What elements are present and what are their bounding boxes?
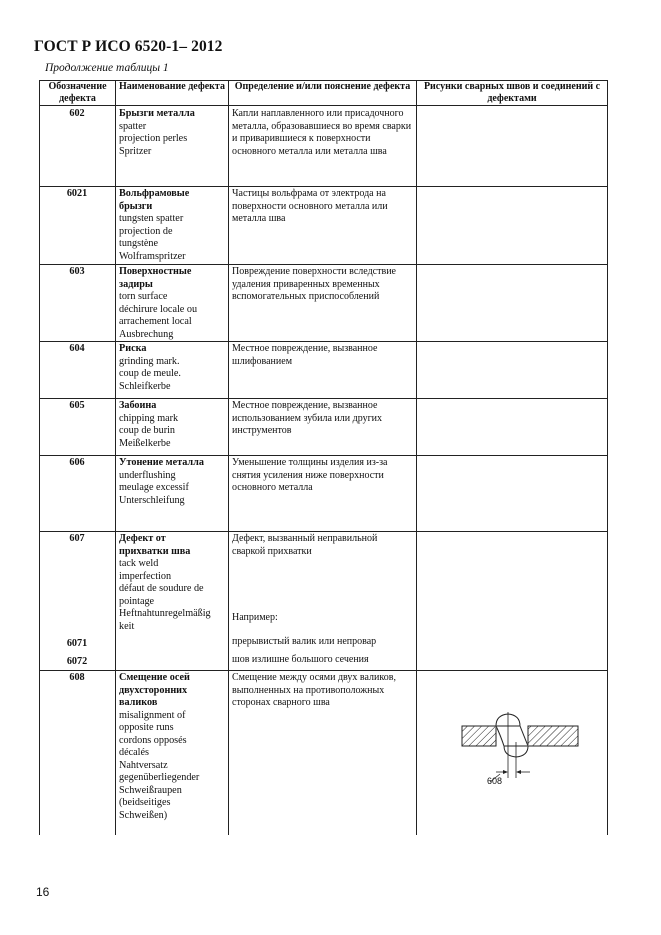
defect-name-de-cont: Schweißen) xyxy=(119,809,168,821)
defect-name-en-cont: opposite runs xyxy=(119,722,174,733)
defect-name-de-cont: gegenüberliegender xyxy=(119,772,200,783)
header-code: Обозначение дефекта xyxy=(48,81,107,104)
figure-label: 608 xyxy=(487,776,503,786)
defect-name-fr: meulage excessif xyxy=(119,482,189,493)
defect-name-fr: projection de tungstène xyxy=(119,225,173,249)
defect-name-ru: Брызги металла xyxy=(119,108,195,119)
page-number: 16 xyxy=(36,885,50,899)
defect-name-de-cont: (beidseitiges xyxy=(119,797,171,808)
defect-name-de: Meißelkerbe xyxy=(119,437,171,449)
defect-name-de: Spritzer xyxy=(119,145,152,157)
defect-name-ru: Утонение металла xyxy=(119,457,204,468)
defect-name-fr: coup de meule. xyxy=(119,368,181,379)
defect-name-de: Heftnahtunregelmäßig keit xyxy=(119,608,211,632)
defect-definition: Повреждение поверхности вследствие удаления приваренных временных вспомогательных приспособлений xyxy=(232,266,396,303)
defect-name-fr: coup de burin xyxy=(119,425,176,436)
example-label: Например: xyxy=(232,612,278,623)
defect-name-en-cont: imperfection xyxy=(119,570,172,582)
defect-definition: Частицы вольфрама от электрода на поверхности основного металла или металла шва xyxy=(232,188,388,225)
defect-name-ru: Риска xyxy=(119,343,147,354)
defect-name-ru: Дефект от прихватки шва xyxy=(119,533,191,557)
defect-name-ru: Забоина xyxy=(119,400,157,411)
header-figures: Рисунки сварных швов и соединений с дефектами xyxy=(423,81,601,104)
defect-name-de: Nahtversatz xyxy=(119,759,168,771)
defect-name-fr: projection perles xyxy=(119,133,188,144)
defect-code: 604 xyxy=(69,343,85,354)
weld-misalignment-figure xyxy=(460,712,580,792)
defect-name xyxy=(119,188,227,263)
row-divider xyxy=(39,670,607,671)
defect-code: 606 xyxy=(69,457,85,468)
row-divider xyxy=(39,186,607,187)
defect-name-de-cont: Schweißraupen xyxy=(119,784,182,796)
subdefect-definition: шов излишне большого сечения xyxy=(232,654,369,665)
defect-code: 603 xyxy=(69,266,85,277)
defect-name-de: Schleifkerbe xyxy=(119,380,171,392)
row-divider xyxy=(39,341,607,342)
subdefect-code: 6071 xyxy=(66,638,88,649)
row-divider xyxy=(39,398,607,399)
defect-name-fr-cont: décalés xyxy=(119,747,149,758)
defect-name-en: tack weld xyxy=(119,558,159,569)
row-divider xyxy=(39,455,607,456)
header-name: Наименование дефекта xyxy=(119,81,225,92)
defect-definition: Смещение между осями двух валиков, выполненных на противоположных сторонах сварного шва xyxy=(232,672,396,709)
table-caption: Продолжение таблицы 1 xyxy=(45,62,169,74)
column-divider xyxy=(416,80,417,835)
defect-name-ru: Вольфрамовые брызги xyxy=(119,188,190,212)
defect-name-en: underflushing xyxy=(119,469,176,481)
column-divider xyxy=(115,80,116,835)
defect-name-fr: défaut de soudure de pointage xyxy=(119,583,204,607)
defect-name xyxy=(119,400,227,450)
defect-name xyxy=(119,108,227,158)
document-title: ГОСТ Р ИСО 6520-1– 2012 xyxy=(34,38,223,55)
defect-code: 605 xyxy=(69,400,85,411)
header-divider xyxy=(39,105,607,106)
defect-code: 607 xyxy=(69,533,85,544)
defect-name-fr: déchirure locale ou arrachement local xyxy=(119,303,198,327)
defect-code: 602 xyxy=(69,108,85,119)
defect-code: 608 xyxy=(69,672,85,683)
defect-code: 6021 xyxy=(66,188,88,199)
defect-definition: Местное повреждение, вызванное шлифованием xyxy=(232,343,378,367)
defect-name-en: misalignment of xyxy=(119,709,186,721)
defect-name-de: Ausbrechung xyxy=(119,328,174,340)
defect-name-en: tungsten spatter xyxy=(119,213,184,224)
weld-cross-section-drawing xyxy=(460,712,580,792)
defect-definition: Дефект, вызванный неправильной сваркой прихватки xyxy=(232,533,378,557)
defect-name-en: grinding mark. xyxy=(119,355,180,367)
defect-definition: Капли наплавленного или присадочного металла, образовавшиеся во время сварки и приварившиеся к поверхности основного металла или металла шва xyxy=(232,108,412,157)
row-divider xyxy=(39,531,607,532)
row-divider xyxy=(39,264,607,265)
defect-name xyxy=(119,266,227,341)
defect-name xyxy=(119,672,227,822)
header-definition: Определение и/или пояснение дефекта xyxy=(234,81,411,92)
defect-name-fr: cordons opposés xyxy=(119,734,187,746)
defect-name-ru: Смещение осей двухсторонних валиков xyxy=(119,672,190,708)
subdefect-code: 6072 xyxy=(66,656,88,667)
defect-name xyxy=(119,457,227,507)
defect-name xyxy=(119,533,227,633)
subdefect-definition: прерывистый валик или непровар xyxy=(232,636,377,647)
defect-definition: Местное повреждение, вызванное использованием зубила или других инструментов xyxy=(232,400,383,437)
defect-name xyxy=(119,343,227,393)
column-divider xyxy=(228,80,229,835)
defect-name-de: Wolframspritzer xyxy=(119,250,186,262)
defect-definition: Уменьшение толщины изделия из-за снятия усиления ниже поверхности основного металла xyxy=(232,457,388,494)
defect-name-ru: Поверхностные задиры xyxy=(119,266,192,290)
defect-name-en: spatter xyxy=(119,120,147,132)
defect-name-de: Unterschleifung xyxy=(119,494,185,506)
defect-name-en: torn surface xyxy=(119,291,168,302)
defect-name-en: chipping mark xyxy=(119,412,179,424)
table-border-right xyxy=(607,80,608,835)
